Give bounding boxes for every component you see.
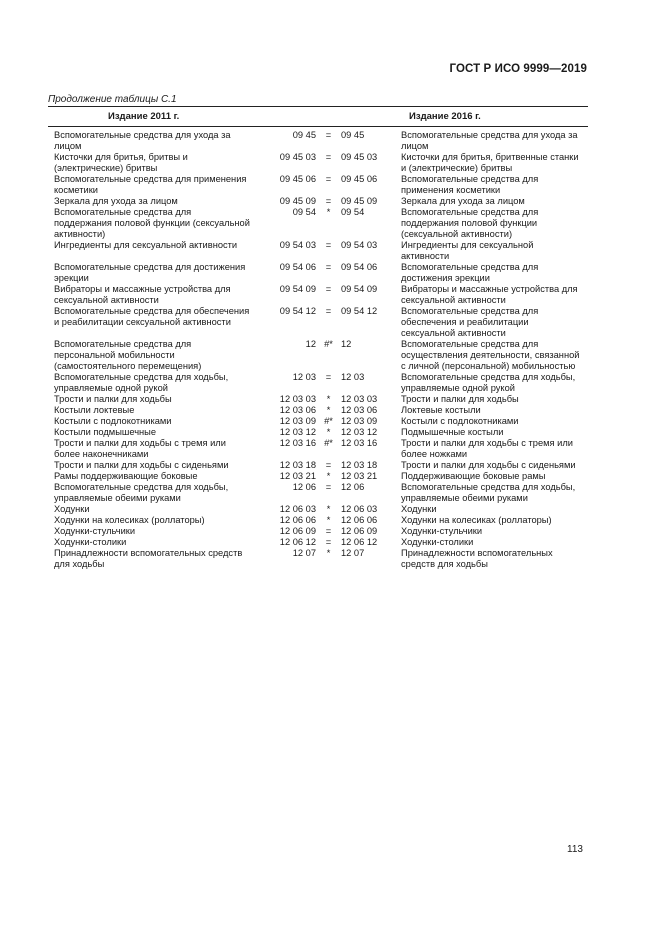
- relation-cell: =: [325, 482, 332, 492]
- table-row: [48, 438, 588, 460]
- code-2016-cell: 12 03 16: [341, 438, 378, 448]
- code-2016-cell: 09 54 06: [341, 262, 378, 272]
- name-2011-cell: Вспомогательные средства для ходьбы, управляемые одной рукой: [54, 372, 229, 393]
- code-2011-cell: 12 03 12: [279, 427, 316, 437]
- code-2011-cell: 12 03 06: [279, 405, 316, 415]
- table-row: [48, 127, 588, 153]
- name-2016-cell: Ингредиенты для сексуальной активности: [401, 240, 534, 261]
- code-2011-cell: 12 07: [292, 548, 316, 558]
- table-caption: Продолжение таблицы С.1: [48, 94, 177, 105]
- code-2016-cell: 12 03 09: [341, 416, 378, 426]
- code-2016-cell: 09 54: [341, 207, 365, 217]
- name-2016-cell: Вспомогательные средства для ухода за лицом: [401, 130, 578, 151]
- name-2011-cell: Костыли подмышечные: [54, 427, 157, 437]
- name-2016-cell: Ходунки-стульчики: [401, 526, 483, 536]
- name-2011-cell: Ходунки на колесиках (роллаторы): [54, 515, 205, 525]
- table-row: [48, 548, 588, 570]
- code-2011-cell: 12: [305, 339, 316, 349]
- code-2016-cell: 09 45 06: [341, 174, 378, 184]
- code-2011-cell: 09 45 03: [279, 152, 316, 162]
- name-2011-cell: Костыли локтевые: [54, 405, 135, 415]
- column-header-2011: Издание 2011 г.: [48, 107, 393, 127]
- relation-cell: =: [325, 537, 332, 547]
- code-2016-cell: 12 03 18: [341, 460, 378, 470]
- code-2016-cell: 12 06 09: [341, 526, 378, 536]
- code-2011-cell: 12 03 16: [279, 438, 316, 448]
- page-number: 113: [567, 844, 583, 855]
- relation-cell: =: [325, 196, 332, 206]
- name-2016-cell: Подмышечные костыли: [401, 427, 504, 437]
- name-2016-cell: Трости и палки для ходьбы с тремя или более ножками: [401, 438, 573, 459]
- table-row: [48, 372, 588, 394]
- relation-cell: #*: [324, 339, 333, 349]
- name-2011-cell: Вибраторы и массажные устройства для сексуальной активности: [54, 284, 231, 305]
- table-row: [48, 152, 588, 174]
- name-2011-cell: Трости и палки для ходьбы: [54, 394, 172, 404]
- name-2016-cell: Вспомогательные средства для обеспечения и реабилитации сексуальной активности: [401, 306, 539, 338]
- name-2011-cell: Ходунки-стульчики: [54, 526, 136, 536]
- table-row: [48, 460, 588, 471]
- relation-cell: *: [326, 504, 331, 514]
- table-row: [48, 207, 588, 240]
- name-2016-cell: Вспомогательные средства для ходьбы, управляемые обеими руками: [401, 482, 576, 503]
- name-2016-cell: Ходунки: [401, 504, 437, 514]
- document-standard-header: ГОСТ Р ИСО 9999—2019: [449, 63, 587, 75]
- relation-cell: *: [326, 548, 331, 558]
- name-2011-cell: Вспомогательные средства для достижения эрекции: [54, 262, 246, 283]
- code-2016-cell: 12: [341, 339, 352, 349]
- code-2016-cell: 09 54 03: [341, 240, 378, 250]
- name-2016-cell: Костыли с подлокотниками: [401, 416, 519, 426]
- name-2011-cell: Рамы поддерживающие боковые: [54, 471, 198, 481]
- name-2016-cell: Вспомогательные средства для достижения эрекции: [401, 262, 539, 283]
- table-row: [48, 405, 588, 416]
- code-2011-cell: 12 03 03: [279, 394, 316, 404]
- code-2016-cell: 12 06 03: [341, 504, 378, 514]
- name-2016-cell: Вибраторы и массажные устройства для сексуальной активности: [401, 284, 578, 305]
- code-2011-cell: 12 03: [292, 372, 316, 382]
- code-2016-cell: 12 03 03: [341, 394, 378, 404]
- relation-cell: #*: [324, 438, 333, 448]
- table-row: [48, 240, 588, 262]
- code-2016-cell: 12 06: [341, 482, 365, 492]
- table-row: [48, 526, 588, 537]
- code-2016-cell: 09 45 03: [341, 152, 378, 162]
- name-2011-cell: Ходунки-столики: [54, 537, 127, 547]
- relation-cell: *: [326, 207, 331, 217]
- column-header-2016: Издание 2016 г.: [393, 107, 588, 127]
- name-2016-cell: Зеркала для ухода за лицом: [401, 196, 525, 206]
- code-2011-cell: 12 03 09: [279, 416, 316, 426]
- table-row: [48, 504, 588, 515]
- relation-cell: =: [325, 306, 332, 316]
- relation-cell: *: [326, 471, 331, 481]
- name-2011-cell: Зеркала для ухода за лицом: [54, 196, 178, 206]
- code-2011-cell: 09 54 06: [279, 262, 316, 272]
- code-2016-cell: 12 03: [341, 372, 365, 382]
- table-row: [48, 339, 588, 372]
- code-2011-cell: 09 54 03: [279, 240, 316, 250]
- relation-cell: *: [326, 394, 331, 404]
- relation-cell: =: [325, 526, 332, 536]
- table-row: [48, 262, 588, 284]
- name-2011-cell: Кисточки для бритья, бритвы и (электрические) бритвы: [54, 152, 188, 173]
- relation-cell: #*: [324, 416, 333, 426]
- relation-cell: *: [326, 515, 331, 525]
- code-2011-cell: 12 03 18: [279, 460, 316, 470]
- code-2016-cell: 12 03 12: [341, 427, 378, 437]
- table-row: [48, 416, 588, 427]
- relation-cell: =: [325, 372, 332, 382]
- table-row: [48, 482, 588, 504]
- name-2016-cell: Вспомогательные средства для поддержания половой функции (сексуальной активности): [401, 207, 539, 239]
- code-2011-cell: 12 06 12: [279, 537, 316, 547]
- code-2011-cell: 12 06 09: [279, 526, 316, 536]
- code-2011-cell: 12 06 03: [279, 504, 316, 514]
- relation-cell: =: [325, 130, 332, 140]
- code-2016-cell: 09 54 09: [341, 284, 378, 294]
- code-2011-cell: 12 03 21: [279, 471, 316, 481]
- table-row: [48, 471, 588, 482]
- relation-cell: =: [325, 240, 332, 250]
- table-row: [48, 515, 588, 526]
- code-2011-cell: 09 54 09: [279, 284, 316, 294]
- code-2011-cell: 09 45 06: [279, 174, 316, 184]
- name-2011-cell: Вспомогательные средства для ухода за лицом: [54, 130, 231, 151]
- name-2016-cell: Принадлежности вспомогательных средств для ходьбы: [401, 548, 553, 569]
- name-2011-cell: Ходунки: [54, 504, 90, 514]
- table-row: [48, 427, 588, 438]
- code-2011-cell: 09 54: [292, 207, 316, 217]
- table-row: [48, 306, 588, 339]
- table-row: [48, 196, 588, 207]
- name-2016-cell: Локтевые костыли: [401, 405, 481, 415]
- name-2016-cell: Поддерживающие боковые рамы: [401, 471, 546, 481]
- correspondence-table: [48, 106, 588, 570]
- table-row: [48, 537, 588, 548]
- name-2016-cell: Ходунки-столики: [401, 537, 474, 547]
- code-2011-cell: 12 06 06: [279, 515, 316, 525]
- code-2011-cell: 09 45 09: [279, 196, 316, 206]
- code-2016-cell: 12 06 12: [341, 537, 378, 547]
- name-2016-cell: Ходунки на колесиках (роллаторы): [401, 515, 552, 525]
- code-2016-cell: 12 06 06: [341, 515, 378, 525]
- relation-cell: =: [325, 174, 332, 184]
- name-2016-cell: Кисточки для бритья, бритвенные станки и (электрические) бритвы: [401, 152, 579, 173]
- code-2016-cell: 09 45: [341, 130, 365, 140]
- name-2016-cell: Вспомогательные средства для осуществления деятельности, связанной с личной (персональной) мобильностью: [401, 339, 580, 371]
- name-2011-cell: Вспомогательные средства для обеспечения и реабилитации сексуальной активности: [54, 306, 250, 327]
- name-2011-cell: Принадлежности вспомогательных средств для ходьбы: [54, 548, 243, 569]
- relation-cell: =: [325, 152, 332, 162]
- relation-cell: =: [325, 284, 332, 294]
- name-2011-cell: Трости и палки для ходьбы с сиденьями: [54, 460, 229, 470]
- relation-cell: *: [326, 405, 331, 415]
- name-2016-cell: Вспомогательные средства для применения косметики: [401, 174, 539, 195]
- code-2016-cell: 12 03 06: [341, 405, 378, 415]
- table-row: [48, 174, 588, 196]
- table-header-row: [48, 107, 588, 127]
- code-2016-cell: 12 07: [341, 548, 365, 558]
- name-2016-cell: Трости и палки для ходьбы: [401, 394, 519, 404]
- name-2011-cell: Ингредиенты для сексуальной активности: [54, 240, 238, 250]
- relation-cell: =: [325, 460, 332, 470]
- table-row: [48, 284, 588, 306]
- relation-cell: =: [325, 262, 332, 272]
- name-2011-cell: Вспомогательные средства для поддержания половой функции (сексуальной активности): [54, 207, 250, 239]
- code-2011-cell: 09 54 12: [279, 306, 316, 316]
- name-2011-cell: Вспомогательные средства для персональной мобильности (самостоятельного перемещения): [54, 339, 202, 371]
- table-body: [48, 127, 588, 571]
- code-2011-cell: 12 06: [292, 482, 316, 492]
- name-2011-cell: Костыли с подлокотниками: [54, 416, 172, 426]
- name-2016-cell: Вспомогательные средства для ходьбы, управляемые одной рукой: [401, 372, 576, 393]
- code-2016-cell: 09 45 09: [341, 196, 378, 206]
- code-2016-cell: 09 54 12: [341, 306, 378, 316]
- code-2011-cell: 09 45: [292, 130, 316, 140]
- name-2011-cell: Вспомогательные средства для применения косметики: [54, 174, 247, 195]
- name-2011-cell: Вспомогательные средства для ходьбы, управляемые обеими руками: [54, 482, 229, 503]
- name-2016-cell: Трости и палки для ходьбы с сиденьями: [401, 460, 576, 470]
- relation-cell: *: [326, 427, 331, 437]
- code-2016-cell: 12 03 21: [341, 471, 378, 481]
- table-row: [48, 394, 588, 405]
- name-2011-cell: Трости и палки для ходьбы с тремя или более наконечниками: [54, 438, 226, 459]
